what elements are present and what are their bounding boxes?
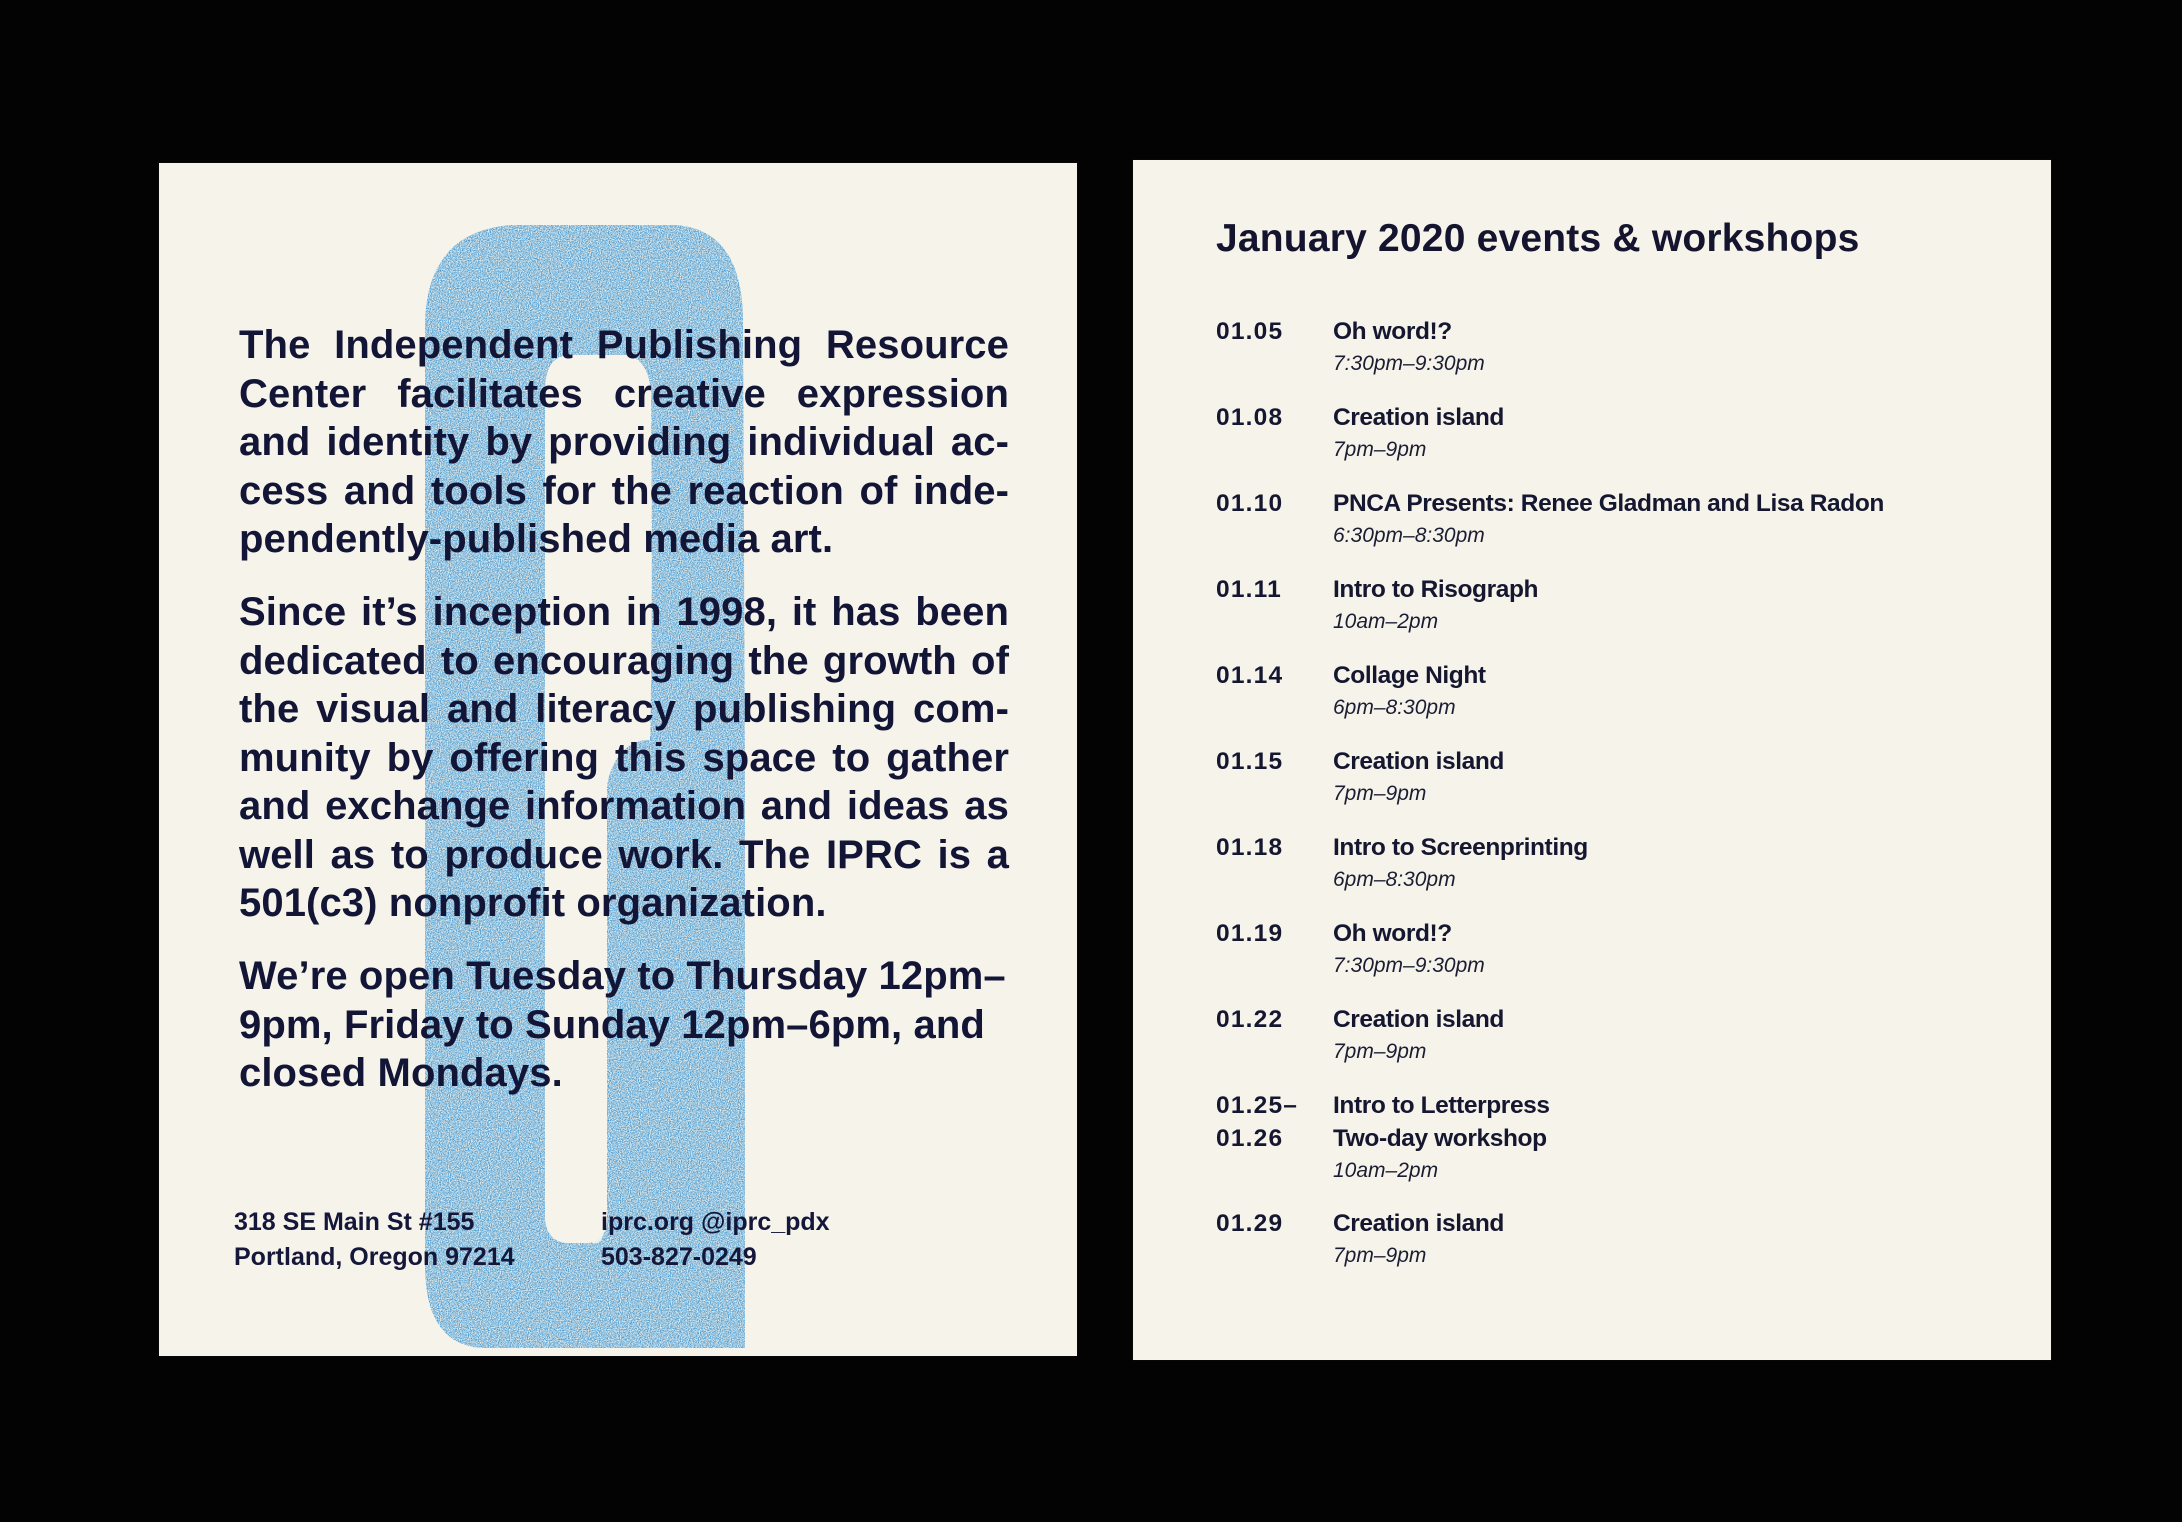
history-paragraph: Since it’s inception in 1998, it has been dedicated to encouraging the growth of the visual and literacy publishing com-munity by offering this space to gather and exchange information and ideas as well as to produce work. The IPRC is a 501(c3) nonprofit organization. — [239, 590, 1009, 925]
address-city-line: Portland, Oregon 97214 — [234, 1243, 515, 1271]
event-time: 7:30pm–9:30pm — [1333, 352, 1485, 375]
events-title: January 2020 events & workshops — [1216, 217, 1860, 260]
event-time: 7pm–9pm — [1333, 1244, 1427, 1267]
event-title: Creation island — [1333, 748, 1504, 775]
event-item — [1216, 315, 2016, 401]
event-date: 01.08 — [1216, 404, 1284, 431]
event-time: 6pm–8:30pm — [1333, 696, 1456, 719]
event-item — [1216, 1089, 2016, 1207]
event-date: 01.18 — [1216, 834, 1284, 861]
event-item — [1216, 659, 2016, 745]
event-title: Creation island — [1333, 404, 1504, 431]
website-handle: iprc.org @iprc_pdx — [601, 1208, 830, 1236]
event-title: Intro to Letterpress — [1333, 1092, 1550, 1119]
event-date-start: 01.25– — [1216, 1092, 1299, 1119]
event-title: Intro to Risograph — [1333, 576, 1539, 603]
event-title: Collage Night — [1333, 662, 1486, 689]
event-time: 10am–2pm — [1333, 1159, 1439, 1182]
event-date-end: 01.26 — [1216, 1125, 1284, 1152]
event-title: Creation island — [1333, 1210, 1504, 1237]
event-date: 01.11 — [1216, 576, 1282, 603]
contact-block — [601, 1205, 830, 1275]
events-list — [1216, 315, 2016, 1293]
event-title: Intro to Screenprinting — [1333, 834, 1588, 861]
event-date: 01.15 — [1216, 748, 1284, 775]
event-date: 01.05 — [1216, 318, 1284, 345]
event-date: 01.22 — [1216, 1006, 1284, 1033]
event-time: 7:30pm–9:30pm — [1333, 954, 1485, 977]
address-block — [234, 1205, 515, 1275]
address-line: 318 SE Main St #155 — [234, 1208, 475, 1236]
event-date: 01.10 — [1216, 490, 1284, 517]
event-item — [1216, 401, 2016, 487]
event-time: 7pm–9pm — [1333, 438, 1427, 461]
event-item — [1216, 745, 2016, 831]
mission-paragraph: The Independent Publishing Resource Center facilitates creative expression and identity by providing individual ac-cess and tools for the reaction of inde-pendently-published media art. — [239, 323, 1009, 561]
event-item — [1216, 917, 2016, 1003]
events-card — [1133, 160, 2051, 1360]
event-title: Oh word!? — [1333, 318, 1452, 345]
event-time: 10am–2pm — [1333, 610, 1439, 633]
event-title: Oh word!? — [1333, 920, 1452, 947]
event-item — [1216, 831, 2016, 917]
hours-paragraph: We’re open Tuesday to Thursday 12pm–9pm, Friday to Sunday 12pm–6pm, and closed Mondays. — [239, 954, 1006, 1095]
event-item — [1216, 487, 2016, 573]
event-title: Creation island — [1333, 1006, 1504, 1033]
phone-number: 503-827-0249 — [601, 1243, 757, 1271]
event-date: 01.14 — [1216, 662, 1284, 689]
info-card — [159, 163, 1077, 1356]
event-date: 01.29 — [1216, 1210, 1284, 1237]
event-item — [1216, 1003, 2016, 1089]
event-time: 6pm–8:30pm — [1333, 868, 1456, 891]
event-item — [1216, 1207, 2016, 1293]
event-subtitle: Two-day workshop — [1333, 1125, 1547, 1152]
event-date-range — [1216, 1089, 1326, 1155]
event-item — [1216, 573, 2016, 659]
event-time: 6:30pm–8:30pm — [1333, 524, 1485, 547]
event-title: PNCA Presents: Renee Gladman and Lisa Radon — [1333, 490, 1884, 517]
event-time: 7pm–9pm — [1333, 782, 1427, 805]
event-date: 01.19 — [1216, 920, 1284, 947]
event-time: 7pm–9pm — [1333, 1040, 1427, 1063]
